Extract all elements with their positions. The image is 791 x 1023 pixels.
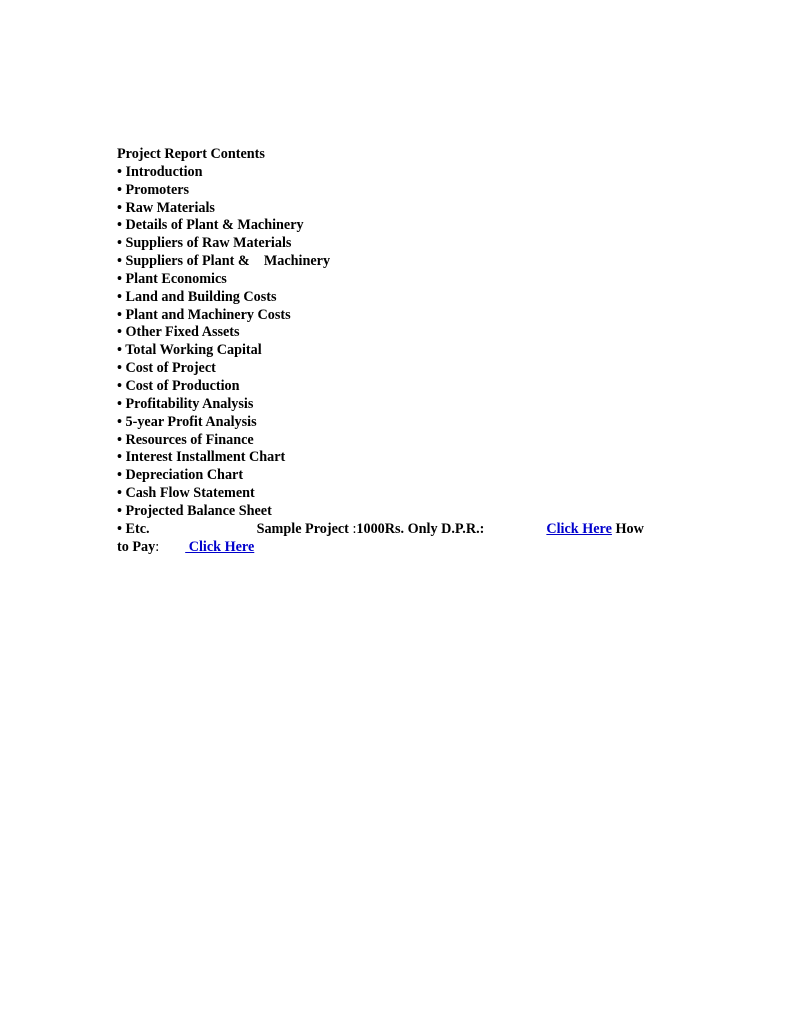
list-item-label: Details of Plant & Machinery — [125, 217, 304, 234]
bullet-icon: • — [117, 270, 122, 287]
bullet-icon: • — [117, 181, 122, 198]
list-item-label: Suppliers of Raw Materials — [125, 235, 292, 252]
sample-colon: : — [352, 520, 357, 537]
list-item-label: Other Fixed Assets — [125, 324, 240, 341]
etc-label: Etc. — [125, 520, 150, 537]
price-text: 1000Rs. Only D.P.R.: — [356, 520, 485, 537]
list-item — [117, 449, 677, 467]
bullet-icon: • — [117, 413, 122, 430]
list-item-label: Suppliers of Plant & Machinery — [125, 253, 331, 270]
bullet-icon: • — [117, 288, 122, 305]
how-to-pay-label-end: to Pay — [117, 538, 156, 555]
list-item — [117, 182, 677, 200]
bullet-icon: • — [117, 217, 122, 234]
list-item — [117, 289, 677, 307]
bullet-icon: • — [117, 449, 122, 466]
list-item-label: Interest Installment Chart — [125, 449, 286, 466]
bullet-icon: • — [117, 467, 122, 484]
list-item-label: Cost of Project — [125, 360, 216, 377]
bullet-icon: • — [117, 431, 122, 448]
list-item — [117, 324, 677, 342]
bullet-icon: • — [117, 395, 122, 412]
bullet-icon: • — [117, 199, 122, 216]
bullet-icon: • — [117, 360, 122, 377]
how-to-pay-colon: : — [155, 538, 160, 555]
list-item-label: Cost of Production — [125, 377, 240, 394]
bullet-icon: • — [117, 485, 122, 502]
how-to-pay-link[interactable]: Click Here — [185, 538, 255, 555]
list-item-label: Projected Balance Sheet — [125, 502, 272, 519]
list-item — [117, 414, 677, 432]
list-item — [117, 200, 677, 218]
bullet-icon: • — [117, 342, 122, 359]
list-item — [117, 485, 677, 503]
list-item-label: Total Working Capital — [125, 342, 262, 359]
list-item — [117, 432, 677, 450]
list-item-label: Introduction — [125, 163, 203, 180]
list-item — [117, 503, 677, 521]
list-item-label: Profitability Analysis — [125, 395, 254, 412]
list-item — [117, 164, 677, 182]
list-item-label: Depreciation Chart — [125, 467, 244, 484]
list-item-label: Raw Materials — [125, 199, 215, 216]
list-item-label: Plant Economics — [125, 270, 227, 287]
report-contents — [117, 146, 677, 556]
list-item — [117, 253, 677, 271]
list-item-label: Resources of Finance — [125, 431, 254, 448]
list-item — [117, 396, 677, 414]
bullet-icon: • — [117, 253, 122, 270]
bullet-icon: • — [117, 502, 122, 519]
bullet-icon: • — [117, 520, 122, 537]
list-item — [117, 342, 677, 360]
list-item — [117, 467, 677, 485]
list-item — [117, 307, 677, 325]
list-item-label: Land and Building Costs — [125, 288, 277, 305]
bullet-icon: • — [117, 306, 122, 323]
sample-project-link[interactable]: Click Here — [546, 520, 612, 537]
contents-list — [117, 164, 677, 521]
list-item — [117, 378, 677, 396]
list-item — [117, 235, 677, 253]
bullet-icon: • — [117, 163, 122, 180]
sample-project-label: Sample Project — [256, 520, 353, 537]
list-item — [117, 217, 677, 235]
list-item-label: 5-year Profit Analysis — [125, 413, 257, 430]
page-title: Project Report Contents — [117, 146, 265, 162]
list-item-label: Promoters — [125, 181, 190, 198]
list-item — [117, 271, 677, 289]
footer-line-2 — [117, 539, 677, 557]
footer-line-1 — [117, 521, 677, 539]
bullet-icon: • — [117, 235, 122, 252]
list-item-label: Cash Flow Statement — [125, 485, 255, 502]
list-item — [117, 360, 677, 378]
list-item-label: Plant and Machinery Costs — [125, 306, 291, 323]
bullet-icon: • — [117, 324, 122, 341]
how-to-pay-label-start: How — [611, 520, 644, 537]
bullet-icon: • — [117, 377, 122, 394]
